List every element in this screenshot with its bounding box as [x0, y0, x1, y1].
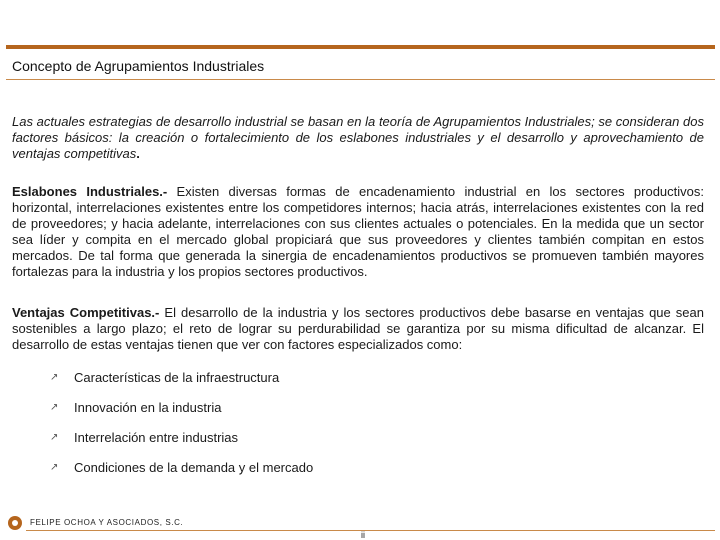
list-item [50, 399, 313, 429]
header-rule [6, 45, 715, 49]
arrow-up-right-icon: ↗ [50, 462, 59, 473]
page-number: ii [361, 530, 365, 540]
list-item [50, 459, 313, 489]
list-item-label: Condiciones de la demanda y el mercado [74, 460, 314, 475]
intro-end: . [136, 146, 140, 161]
list-item-label: Interrelación entre industrias [74, 430, 239, 445]
factors-list [50, 369, 313, 489]
list-item-label: Innovación en la industria [74, 400, 222, 415]
intro-text: Las actuales estrategias de desarrollo industrial se basan en la teoría de Agrupamientos Industriales; se consideran dos factores básicos: la creación o fortalecimiento de los eslabones industriales y el desarrollo y aprovechamiento de ventajas competitivas [12, 114, 704, 161]
title-divider [6, 79, 715, 80]
ventajas-heading: Ventajas Competitivas.- [12, 305, 160, 320]
footer-company: FELIPE OCHOA Y ASOCIADOS, S.C. [30, 518, 184, 527]
company-logo-icon [8, 516, 22, 530]
list-item [50, 429, 313, 459]
intro-paragraph [12, 114, 704, 162]
ventajas-paragraph [12, 305, 704, 353]
page-title: Concepto de Agrupamientos Industriales [12, 58, 265, 74]
list-item-label: Características de la infraestructura [74, 370, 280, 385]
eslabones-heading: Eslabones Industriales.- [12, 184, 168, 199]
ventajas-text: El desarrollo de la industria y los sectores productivos debe basarse en ventajas que sean sostenibles a largo plazo; el reto de lograr su perdurabilidad se garantiza por su misma dificultad de alcanzar. El desarrollo de estas ventajas tienen que ver con factores especializados como: [12, 305, 704, 352]
arrow-up-right-icon: ↗ [50, 402, 59, 413]
footer-rule [26, 530, 715, 531]
arrow-up-right-icon: ↗ [50, 372, 59, 383]
list-item [50, 369, 313, 399]
arrow-up-right-icon: ↗ [50, 432, 59, 443]
eslabones-paragraph [12, 184, 704, 280]
eslabones-text: Existen diversas formas de encadenamiento industrial en los sectores productivos: horizontal, interrelaciones existentes entre los competidores internos; hacia atrás, interrelaciones existentes con la red de proveedores; y hacia adelante, interrelaciones con sus clientes actuales o potenciales. En la medida que un sector sea líder y compita en el mercado global propiciará que sus proveedores y clientes también compitan en estos mercados. De tal forma que generada la sinergia de encadenamientos productivos se promueven también mayores fortalezas para la industria y los propios sectores productivos. [12, 184, 704, 279]
